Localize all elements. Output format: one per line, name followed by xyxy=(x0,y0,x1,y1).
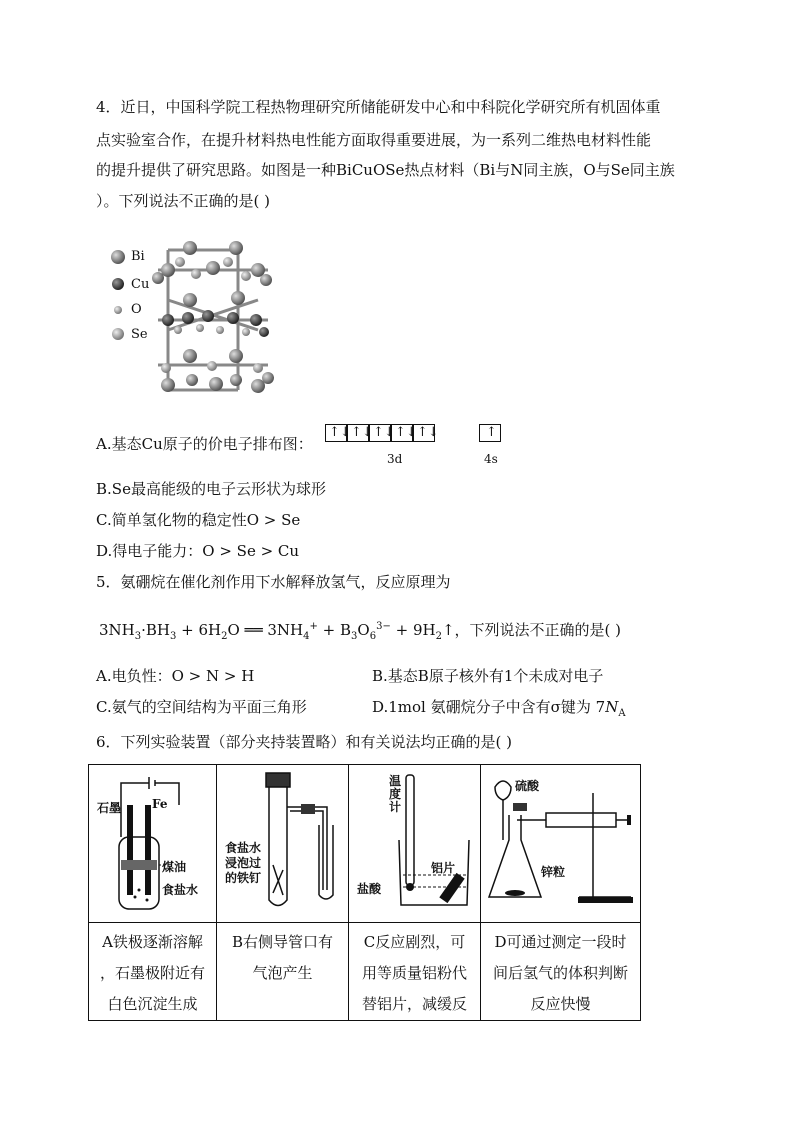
q5-option-d-n: N xyxy=(605,698,619,716)
label-hcl: 盐酸 xyxy=(357,882,382,896)
q5-option-c: C.氨气的空间结构为平面三角形 xyxy=(96,698,307,716)
q5-stem: 5．氨硼烷在催化剂作用下水解释放氢气，反应原理为 xyxy=(96,573,451,591)
q5-option-d-sub: A xyxy=(618,708,626,719)
label-graphite: 石墨 xyxy=(97,801,122,815)
legend-bi: Bi xyxy=(131,249,145,264)
q4-option-d: D.得电子能力：O > Se > Cu xyxy=(96,542,300,560)
panel-a xyxy=(89,765,217,923)
caption-b-1: B右侧导管口有 xyxy=(231,933,334,951)
label-thermometer xyxy=(389,775,401,814)
caption-b xyxy=(217,923,349,1021)
label-sulfuric: 硫酸 xyxy=(515,779,540,793)
q5-option-b: B.基态B原子核外有1个未成对电子 xyxy=(372,667,604,685)
q4-line-2: 点实验室合作，在提升材料热电性能方面取得重要进展，为一系列二维热电材料性能 xyxy=(96,131,652,149)
label-brine-nail xyxy=(225,841,261,886)
legend-cu: Cu xyxy=(131,277,150,292)
q4-line-4: ）。下列说法不正确的是( ) xyxy=(96,192,270,210)
label-kerosene: 煤油 xyxy=(162,860,187,874)
orbital-box xyxy=(347,424,373,442)
orbital-3d-label: 3d xyxy=(387,452,403,466)
caption-d-2: 间后氢气的体积判断 xyxy=(492,964,628,982)
orbital-4s-label: 4s xyxy=(484,452,498,466)
label-b-1: 食盐水 xyxy=(225,841,262,855)
label-c-3: 计 xyxy=(389,800,402,814)
caption-d xyxy=(481,923,641,1021)
panel-d xyxy=(481,765,641,923)
caption-c xyxy=(349,923,481,1021)
orbital-box xyxy=(369,424,395,442)
q4-option-a: A.基态Cu原子的价电子排布图： xyxy=(96,435,313,453)
electron-pair: ↑↓ xyxy=(395,425,417,440)
experiment-table xyxy=(88,764,641,1021)
caption-a-3: 白色沉淀生成 xyxy=(107,995,198,1013)
q4-option-b: B.Se最高能级的电子云形状为球形 xyxy=(96,480,326,498)
legend-se: Se xyxy=(131,327,148,342)
orbital-box xyxy=(479,424,501,442)
caption-b-2: 气泡产生 xyxy=(252,964,313,982)
caption-a-1: A铁极逐渐溶解 xyxy=(102,933,203,951)
caption-a-2: ，石墨极附近有 xyxy=(99,964,205,982)
orbital-box xyxy=(413,424,439,442)
electron-pair: ↑↓ xyxy=(351,425,373,440)
crystal-structure-figure xyxy=(108,240,288,400)
orbital-box xyxy=(391,424,417,442)
electron-pair: ↑↓ xyxy=(417,425,439,440)
label-b-3: 的铁钉 xyxy=(225,871,262,885)
electron-pair: ↑↓ xyxy=(373,425,395,440)
q4-option-c: C.简单氢化物的稳定性O > Se xyxy=(96,511,301,529)
label-zinc: 锌粒 xyxy=(541,865,566,879)
q5-option-d-prefix: D.1mol 氨硼烷分子中含有σ键为 7 xyxy=(372,698,606,716)
q6-stem: 6．下列实验装置（部分夹持装置略）和有关说法均正确的是( ) xyxy=(96,733,513,751)
q5-equation-tail: ，下列说法不正确的是( ) xyxy=(454,621,622,639)
caption-d-1: D可通过测定一段时 xyxy=(494,933,627,951)
panel-b xyxy=(217,765,349,923)
caption-c-2: 用等质量铝粉代 xyxy=(361,964,467,982)
label-c-1: 温 xyxy=(389,774,402,788)
label-aluminum: 铝片 xyxy=(431,861,456,875)
caption-d-3: 反应快慢 xyxy=(530,995,591,1013)
label-fe: Fe xyxy=(152,797,168,811)
q5-option-a: A.电负性：O > N > H xyxy=(96,667,255,685)
q5-option-d xyxy=(372,697,626,724)
orbital-4s xyxy=(479,424,501,442)
q5-equation: $3NH_3\cdot BH_3 + 6H_2O$ ══ $3NH_4^+ + B_3O_6^{3-}$ + $9H_2↑$，下列说法不正确的是( ) xyxy=(99,621,622,642)
caption-c-1: C反应剧烈，可 xyxy=(363,933,466,951)
electron-single: ↑ xyxy=(486,425,497,440)
orbital-box xyxy=(325,424,351,442)
caption-c-3: 替铝片，减缓反 xyxy=(361,995,467,1013)
electron-pair: ↑↓ xyxy=(329,425,351,440)
label-b-2: 浸泡过 xyxy=(225,856,262,870)
q4-line-1: 4．近日，中国科学院工程热物理研究所储能研发中心和中科院化学研究所有机固体重 xyxy=(96,98,661,116)
panel-c xyxy=(349,765,481,923)
label-c-2: 度 xyxy=(389,787,402,801)
label-brine-a: 食盐水 xyxy=(162,883,199,897)
caption-a xyxy=(89,923,217,1021)
q4-line-3: 的提升提供了研究思路。如图是一种BiCuOSe热点材料（Bi与N同主族，O与Se同主族 xyxy=(96,161,675,179)
legend-o: O xyxy=(131,302,142,317)
orbital-3d xyxy=(325,424,439,442)
